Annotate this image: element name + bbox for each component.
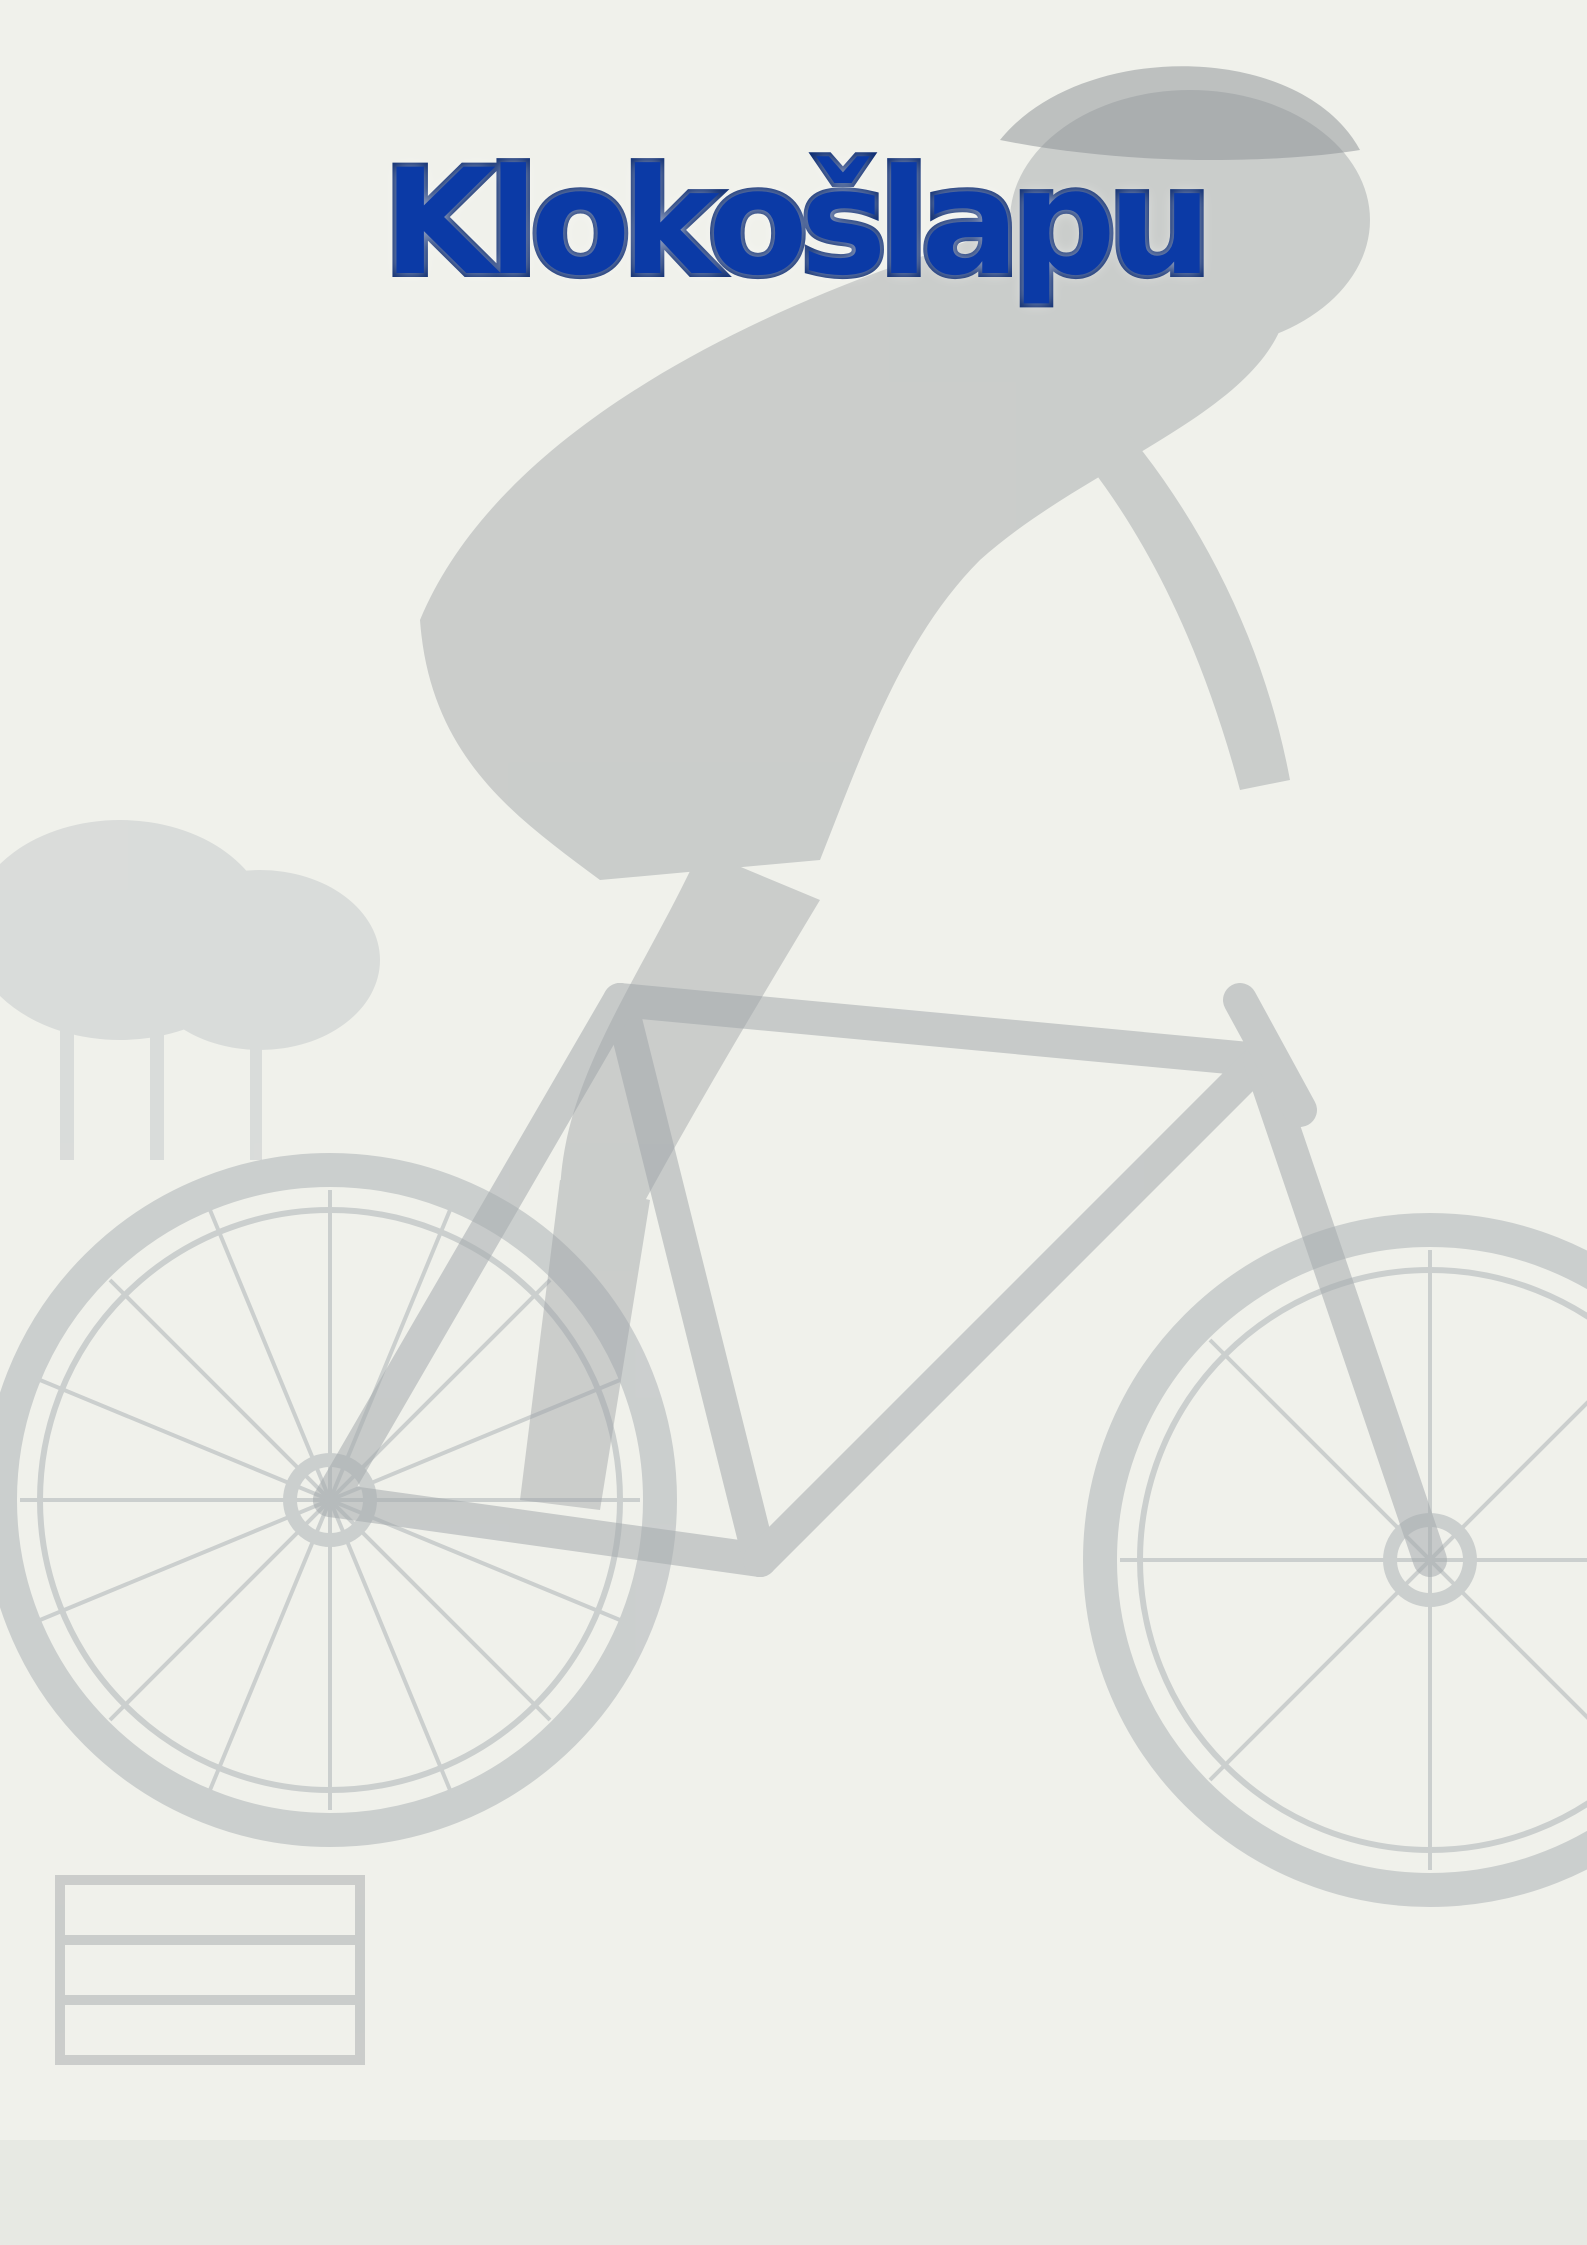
event-title: Klokošlapu xyxy=(383,138,1204,308)
